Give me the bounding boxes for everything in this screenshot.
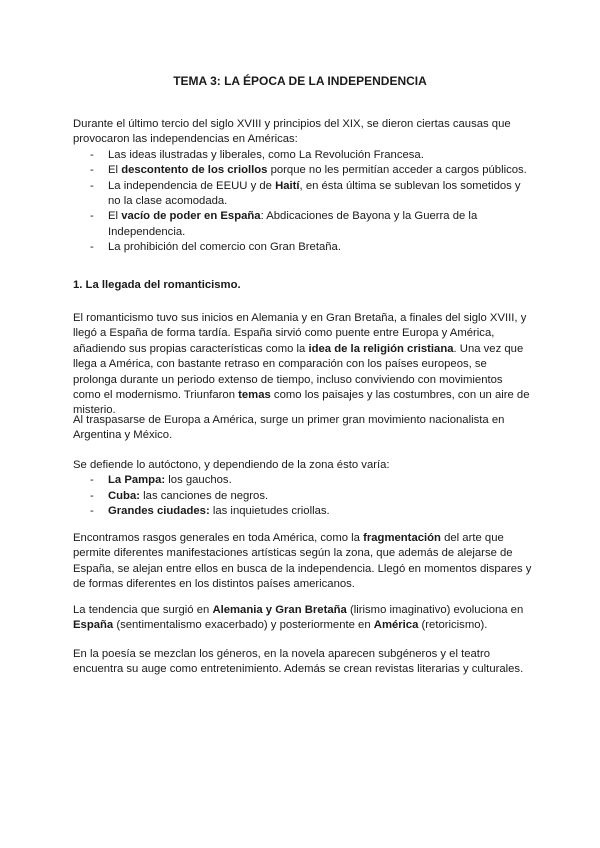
list-item: - El vacío de poder en España: Abdicaciones de Bayona y la Guerra de la Independencia. [73, 209, 533, 240]
paragraph-tendency: La tendencia que surgió en Alemania y Gran Bretaña (lirismo imaginativo) evoluciona en España (sentimentalismo exacerbado) y posteriormente en América (retoricismo). [73, 604, 524, 632]
intro-paragraph: Durante el último tercio del siglo XVIII y principios del XIX, se dieron ciertas causas que provocaron las independencias en Américas: [73, 118, 511, 146]
causes-list [73, 148, 533, 256]
intro-section [73, 117, 533, 256]
section-heading: 1. La llegada del romanticismo. [73, 279, 241, 291]
page-title: TEMA 3: LA ÉPOCA DE LA INDEPENDENCIA [173, 74, 427, 88]
zones-list [73, 473, 533, 519]
list-item: - La independencia de EEUU y de Haití, en ésta última se sublevan los sometidos y no la clase acomodada. [73, 179, 533, 210]
list-item: - Grandes ciudades: las inquietudes criollas. [73, 504, 533, 519]
paragraph-fragmentation: Encontramos rasgos generales en toda América, como la fragmentación del arte que permite diferentes manifestaciones artísticas según la zona, que además de alejarse de España, se alejan entre ellos en busca de la independencia. Llegó en momentos dispares y de formas diferentes en los distintos países americanos. [73, 532, 532, 591]
paragraph-origins: El romanticismo tuvo sus inicios en Alemania y en Gran Bretaña, a finales del siglo XVIII, y llegó a España de forma tardía. España sirvió como puente entre Europa y América, añadiendo sus propias características como la idea de la religión cristiana. Una vez que llega a América, con bastante retraso en comparación con los países europeos, se prolonga durante un periodo extenso de tiempo, incluso conviviendo con movimientos como el modernismo. Triunfaron temas como los paisajes y las costumbres, con un aire de misterio. [73, 312, 530, 417]
list-item: - La prohibición del comercio con Gran Bretaña. [73, 240, 533, 255]
zones-section [73, 458, 533, 520]
list-item: - Las ideas ilustradas y liberales, como La Revolución Francesa. [73, 148, 533, 163]
list-item: - La Pampa: los gauchos. [73, 473, 533, 488]
paragraph-genres: En la poesía se mezclan los géneros, en la novela aparecen subgéneros y el teatro encuentra su auge como entretenimiento. Además se crean revistas literarias y culturales. [73, 648, 524, 676]
list-item: - Cuba: las canciones de negros. [73, 489, 533, 504]
paragraph-nationalism: Al traspasarse de Europa a América, surge un primer gran movimiento nacionalista en Argentina y México. [73, 414, 505, 442]
paragraph-autoctono: Se defiende lo autóctono, y dependiendo de la zona ésto varía: [73, 459, 390, 471]
list-item: - El descontento de los criollos porque no les permitían acceder a cargos públicos. [73, 163, 533, 178]
